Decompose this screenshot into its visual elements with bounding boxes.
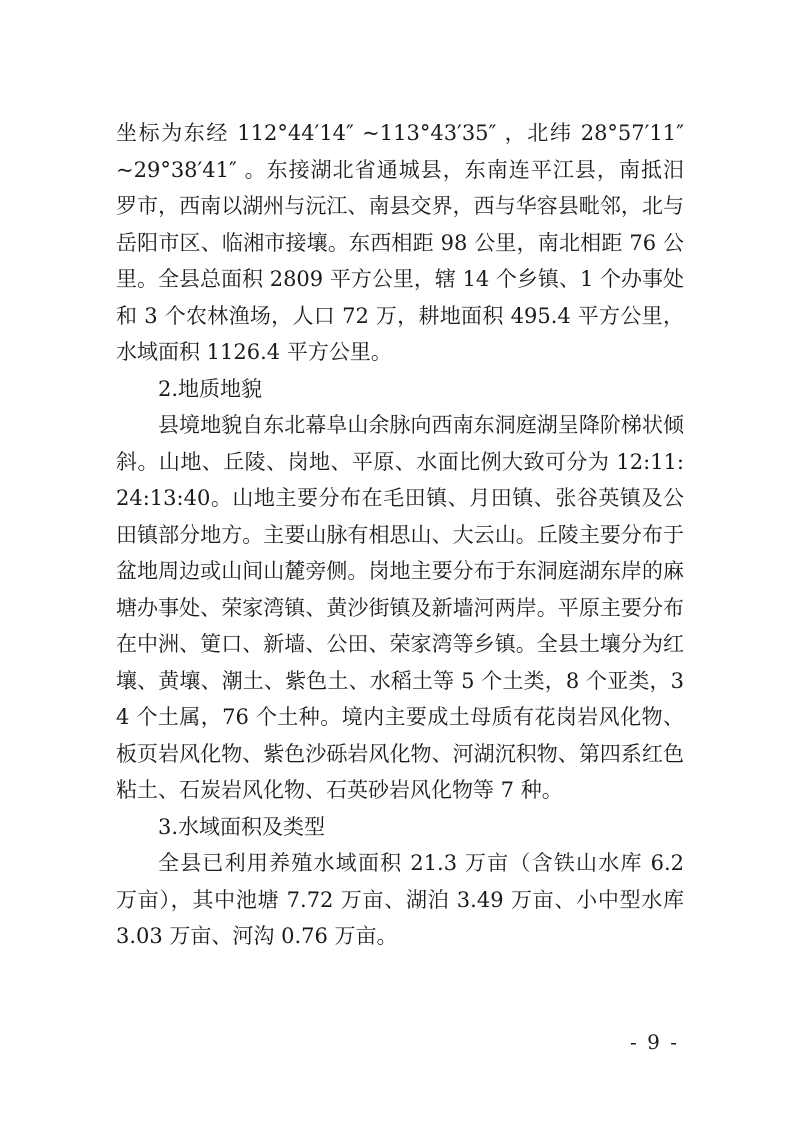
section-heading-water: 3.水域面积及类型 — [158, 814, 326, 839]
page-number: - 9 - — [630, 1030, 679, 1054]
paragraph-location: 坐标为东经 112°44′14″ ~113°43′35″ ，北纬 28°57′11″ ~29°38′41″ 。东接湖北省通城县，东南连平江县，南抵汨罗市，西南以湖州与沅江、南县交界，西与华容县毗邻，北与岳阳市区、临湘市接壤。东西相距 98 公里，南北相距 76 公里。全县总面积 2809 平方公里，辖 14 个乡镇、1 个办事处和 3 个农林渔场，人口 72 万，耕地面积 495.4 平方公里，水域面积 1126.4 平方公里。 — [116, 121, 684, 364]
paragraph-water: 全县已利用养殖水域面积 21.3 万亩（含铁山水库 6.2 万亩），其中池塘 7.72 万亩、湖泊 3.49 万亩、小中型水库 3.03 万亩、河沟 0.76 万亩。 — [116, 851, 684, 948]
section-heading-geology: 2.地质地貌 — [158, 376, 263, 401]
document-body — [116, 115, 684, 955]
paragraph-geology: 县境地貌自东北幕阜山余脉向西南东洞庭湖呈降阶梯状倾斜。山地、丘陵、岗地、平原、水面比例大致可分为 12:11:24:13:40。山地主要分布在毛田镇、月田镇、张谷英镇及公田镇部分地方。主要山脉有相思山、大云山。丘陵主要分布于盆地周边或山间山麓旁侧。岗地主要分布于东洞庭湖东岸的麻塘办事处、荣家湾镇、黄沙街镇及新墙河两岸。平原主要分布在中洲、筻口、新墙、公田、荣家湾等乡镇。全县土壤分为红壤、黄壤、潮土、紫色土、水稻土等 5 个土类，8 个亚类，34 个土属，76 个土种。境内主要成土母质有花岗岩风化物、板页岩风化物、紫色沙砾岩风化物、河湖沉积物、第四系红色粘土、石炭岩风化物、石英砂岩风化物等 7 种。 — [116, 413, 684, 802]
